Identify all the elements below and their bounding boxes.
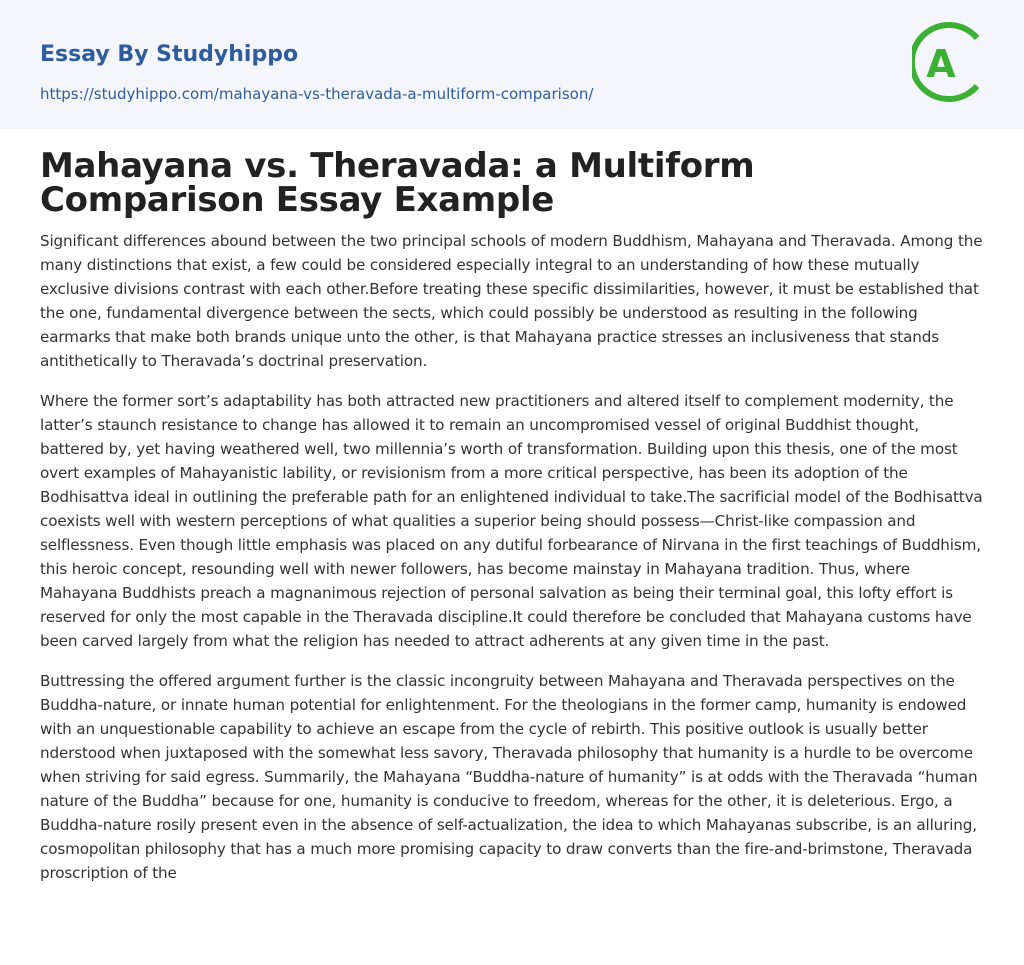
paragraph: Where the former sort’s adaptability has both attracted new practitioners and altered itself to complement modernity, the latter’s staunch resistance to change has allowed it to remain an uncompromised vessel of original Buddhist thought, battered by, yet having weathered well, two millennia’s worth of transformation. Building upon this thesis, one of the most overt examples of Mahayanistic lability, or revisionism from a more critical perspective, has been its adoption of the Bodhisattva ideal in outlining the preferable path for an enlightened individual to take.The sacrificial model of the Bodhisattva coexists well with western perceptions of what qualities a superior being should possess—Christ-like compassion and selflessness. Even though little emphasis was placed on any dutiful forbearance of Nirvana in the first teachings of Buddhism, this heroic concept, resounding well with newer followers, has become mainstay in Mahayana tradition. Thus, where Mahayana Buddhists preach a magnanimous rejection of personal salvation as being their terminal goal, this lofty effort is reserved for only the most capable in the Theravada discipline.It could therefore be concluded that Mahayana customs have been carved largely from what the religion has needed to attract adherents at any given time in the past. [40,392,983,650]
article-url-link[interactable]: https://studyhippo.com/mahayana-vs-theravada-a-multiform-comparison/ [40,85,594,103]
paragraph: Significant differences abound between the two principal schools of modern Buddhism, Mahayana and Theravada. Among the many distinctions that exist, a few could be considered especially integral to an understanding of how these mutually exclusive divisions contrast with each other.Before treating these specific dissimilarities, however, it must be established that the one, fundamental divergence between the sects, which could possibly be understood as resulting in the following earmarks that make both brands unique unto the other, is that Mahayana practice stresses an inclusiveness that stands antithetically to Theravada’s doctrinal preservation. [40,232,983,370]
studyhippo-logo-icon[interactable] [912,20,986,104]
site-title[interactable]: Essay By Studyhippo [40,42,299,67]
paragraph: Buttressing the offered argument further is the classic incongruity between Mahayana and Theravada perspectives on the Buddha-nature, or innate human potential for enlightenment. For the theologians in the former camp, humanity is endowed with an unquestionable capability to achieve an escape from the cycle of rebirth. This positive outlook is usually better nderstood when juxtaposed with the somewhat less savory, Theravada philosophy that humanity is a hurdle to be overcome when striving for said egress. Summarily, the Mahayana “Buddha-nature of humanity” is at odds with the Theravada “human nature of the Buddha” because for one, humanity is conducive to freedom, whereas for the other, it is deleterious. Ergo, a Buddha-nature rosily present even in the absence of self-actualization, the idea to which Mahayanas subscribe, is an alluring, cosmopolitan philosophy that has a much more promising capacity to draw converts than the fire-and-brimstone, Theravada proscription of the [40,672,978,882]
logo-letter: A [926,42,956,86]
article-body [0,129,1024,885]
site-header [0,0,1024,129]
page-title: Mahayana vs. Theravada: a Multiform Comparison Essay Example [40,146,755,220]
